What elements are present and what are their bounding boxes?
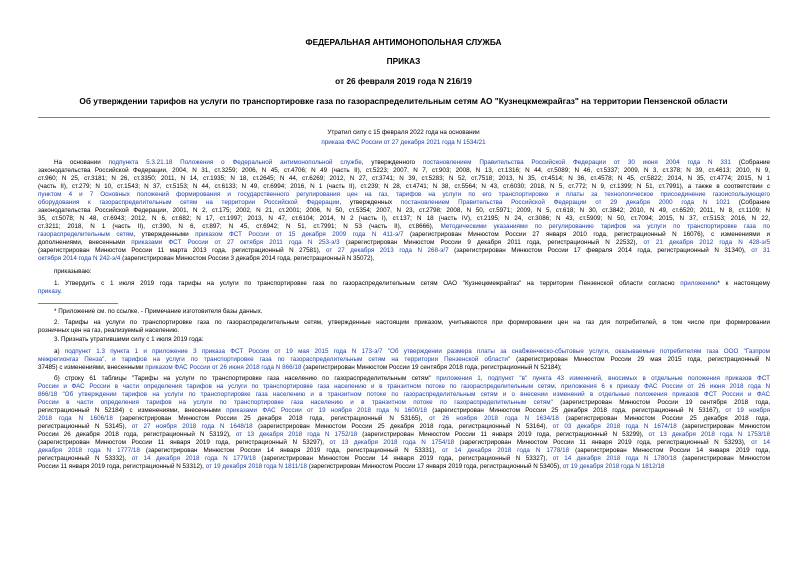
document-link[interactable]: приказом ФСТ России от 15 декабря 2009 года N 411-э/7	[195, 231, 404, 238]
text-line	[38, 199, 770, 207]
text-segment: (зарегистрирован Минюстом России 29 мая 2015 года, регистрационный N	[510, 356, 770, 363]
text-line	[38, 239, 770, 247]
text-segment: (зарегистрирован Минюстом	[676, 455, 770, 462]
document-link[interactable]: оборудования к газораспределительным сетям на территории Российской Федерации	[38, 199, 340, 206]
text-line	[38, 399, 770, 407]
text-segment: (зарегистрирован Минюстом России 14 января 2019 года, регистрационный N 53327),	[255, 455, 553, 462]
document-link[interactable]: от 13 декабря 2018 года N 1752/18	[235, 431, 358, 438]
text-segment: (зарегистрирован Минюстом России 25 декабря 2018 года, регистрационный N 53165),	[112, 415, 430, 422]
text-line	[38, 191, 770, 199]
item-3: 3. Признать утратившими силу с 1 июля 2019 года:	[54, 336, 204, 343]
text-line	[38, 215, 770, 223]
text-line	[38, 255, 770, 263]
text-segment: регистрационный N 53145),	[38, 423, 132, 430]
document-link[interactable]: от 14 декабря 2018 года N 1778/18	[442, 447, 570, 454]
separator-rule	[38, 117, 770, 118]
document-link[interactable]: от 14 декабря 2018 года N 1779/18	[131, 455, 256, 462]
text-line	[38, 431, 770, 439]
text-line	[38, 455, 770, 463]
text-segment: дополнениями, внесенными	[38, 239, 132, 246]
text-segment: (Собрание	[730, 199, 770, 206]
document-link[interactable]: пунктом 4 и 7 Основных положений формирования и государственного регулирования цен на газ, тарифов на услуги по его транспортировке и платы за технологическое присоединение газоиспользующего	[38, 191, 770, 198]
text-segment: (зарегистрирован Минюстом России 25 декабря 2018 года, регистрационный N 53167),	[426, 407, 726, 414]
text-line	[54, 319, 770, 327]
document-link[interactable]: от 13 декабря 2018 года N 1754/18	[329, 439, 455, 446]
text-segment: ст.960; N 25, ст.3181; N 26, ст.3350; 2011, N 14, ст.1935; N 18, ст.2645; N 44, ст.6269; 2012, N 27, ст.3741; N 39, ст.5283; N 52, ст.7518; 2013, N 35, ст.4514; N 36, ст.4578; N 45, ст.5822; 2014, N 35, ст.4774; 2015, N 1	[38, 175, 770, 182]
document-link[interactable]: приказами ФАС России от 19 ноября 2018 года N 1600/18	[226, 407, 427, 414]
text-segment: (зарегистрирован Минюстом России 14 января 2019 года,	[569, 447, 770, 454]
text-line	[38, 175, 770, 183]
text-segment: * к настоящему	[717, 280, 770, 287]
text-line	[38, 439, 770, 447]
text-line	[38, 391, 770, 399]
document-link[interactable]: от 19 декабря 2018 года N 1811/18	[205, 463, 307, 470]
lost-force-note: Утратил силу с 15 февраля 2022 года на основании	[327, 129, 480, 136]
text-line	[38, 407, 770, 415]
text-line	[38, 231, 770, 239]
document-link[interactable]: от 19 ноября	[725, 407, 770, 414]
text-segment: (зарегистрирован Минюстом России 17 февраля 2014 года, регистрационный N 31340),	[448, 247, 752, 254]
document-link[interactable]: газораспределительным сетям	[38, 231, 134, 238]
text-segment: регистрационный N 52184) с изменениями, внесенными	[38, 407, 227, 414]
text-line	[54, 280, 770, 288]
document-link[interactable]: от 31	[751, 247, 770, 254]
text-segment: 37485) с изменениями, внесенными	[38, 364, 146, 371]
text-segment: (зарегистрирован Минюстом России 27 января 2010 года, регистрационный N 16076), с изменениями и	[403, 231, 770, 238]
document-link[interactable]: от 03 декабря 2018 года N 1674/18	[552, 423, 677, 430]
document-link[interactable]: от 14 декабря 2018 года N 1780/18	[552, 455, 677, 462]
text-segment: России 11 января 2019 года, регистрационный N 53312),	[38, 463, 206, 470]
text-segment: б) строку 61 таблицы "Тарифы на услуги по транспортировке газа населению по газораспределительным сетям"	[54, 375, 437, 382]
text-segment: ст.3211; 2018, N 1 (часть II), ст.390, N 6, ст.897; N 45, ст.6942; N 51, ст.7991; N 53 (часть II), ст.8666),	[38, 223, 441, 230]
text-line	[38, 223, 770, 231]
text-line	[38, 207, 770, 215]
text-line	[38, 356, 770, 364]
document-link[interactable]: подпункта 5.3.21.18 Положения о Федеральной антимонопольной службе	[108, 159, 362, 166]
document-link[interactable]: от 27 ноября 2018 года N 1648/18	[131, 423, 253, 430]
text-segment: 2. Тарифы на услуги по транспортировке газа по газораспределительным сетям, утвержденные настоящим приказом, учитываются при формировании цен на газ для потребителей, в том числе при формировании	[54, 319, 770, 326]
text-segment: (часть II), ст.279; N 10, ст.1543; N 37, ст.5153; N 44, ст.6133; N 49, ст.6994; 2016, N 1 (часть II), ст.239; N 28, ст.4741; N 38, ст.5564; N 43, ст.6030; 2018, N 5, ст.772; N 9, ст.1399; N 51, ст.7991), а также в соответствии с	[38, 183, 770, 190]
text-line	[38, 415, 770, 423]
text-segment: .	[60, 288, 62, 295]
document-link[interactable]: 866/18 "Об утверждении тарифов на услуги по транспортировке газа населению и в транзитном потоке по газораспределительным сетям и о внесении изменений в отдельные положения приказов ФСТ России и ФАС	[38, 391, 770, 398]
text-line	[38, 288, 770, 296]
document-link[interactable]: октября 2014 года N 242-э/4	[38, 255, 121, 262]
text-segment: а)	[54, 348, 65, 355]
text-line	[38, 167, 770, 175]
text-segment: 35, ст.5078; N 48, ст.6943; 2012, N 6, ст.682; N 17, ст.1997; 2013, N 47, ст.6104; 2014, N 2 (часть I), ст.137; N 18 (часть IV), ст.2195; N 24, ст.3086; N 43, ст.5909; N 50, ст.7094; 2015, N 37, ст.5153; 2016, N 22,	[38, 215, 770, 222]
text-segment: (зарегистрирован Минюстом России 11 января 2019 года, регистрационный N 53299),	[357, 431, 649, 438]
doc-date-number: от 26 февраля 2019 года N 216/19	[335, 76, 472, 86]
text-segment: регистрационный N 53332),	[38, 455, 132, 462]
document-link[interactable]: приказом ФАС России от 26 июня 2018 года N 866/18	[145, 364, 302, 371]
doc-title: Об утверждении тарифов на услуги по транспортировке газа по газораспределительным сетям АО "Кузнецкмежрайгаз" на территории Пензенской области	[79, 96, 728, 106]
text-line	[38, 327, 770, 335]
document-link[interactable]: декабря 2018 года N 1777/18	[38, 447, 140, 454]
text-segment: (зарегистрирован Минюстом	[676, 423, 770, 430]
document-link[interactable]: приказу	[38, 288, 61, 295]
agency-name: ФЕДЕРАЛЬНАЯ АНТИМОНОПОЛЬНАЯ СЛУЖБА	[305, 37, 502, 47]
footnote: * Приложение см. по ссылке. - Примечание изготовителя базы данных.	[54, 308, 263, 315]
document-link[interactable]: от 27 декабря 2013 года N 268-э/7	[326, 247, 449, 254]
text-segment: розничных цен на газ, реализуемый населению.	[38, 327, 180, 334]
prikazyvayu: приказываю:	[54, 268, 92, 275]
document-link[interactable]: постановлением Правительства Российской Федерации от 30 июня 2004 года N 331	[422, 159, 731, 166]
document-link[interactable]: от 26 ноября 2018 года N 1634/18	[429, 415, 559, 422]
text-line	[38, 423, 770, 431]
text-line	[54, 159, 770, 167]
text-segment: России 26 декабря 2018 года, регистрационный N 53192),	[38, 431, 236, 438]
doc-type: ПРИКАЗ	[386, 56, 421, 66]
text-segment: (зарегистрирован Минюстом России 19 сентября 2018 года, регистрационный N 52184);	[301, 364, 562, 371]
text-line	[38, 463, 770, 471]
text-line	[54, 375, 770, 383]
text-segment: (зарегистрирован Минюстом России 11 марта 2013 года, регистрационный N 27581),	[38, 247, 327, 254]
text-line	[38, 364, 770, 372]
text-segment: (зарегистрирован Минюстом России 11 января 2019 года, регистрационный N 53297),	[38, 439, 330, 446]
document-link[interactable]: подпункт 1.3 пункта 1 и приложение 3 приказа ФСТ России от 19 мая 2015 года N 173-э/7 "Об утверждении размера платы за снабженческо-сбытовые услуги, оказываемые потребителям газа ООО "Газпром	[64, 348, 770, 355]
text-line	[54, 348, 770, 356]
text-segment: (зарегистрирован Минюстом России 9 декабря 2011 года, регистрационный N 22532),	[339, 239, 644, 246]
document-link[interactable]: России в части определения тарифов на услуги по транспортировке газа населению и в транзитном потоке по газораспределительным сетям"	[38, 399, 553, 406]
document-link[interactable]: от 13 декабря 2018 года N 1753/18	[648, 431, 770, 438]
document-link[interactable]: приказами ФСТ России от 27 октября 2011 года N 253-э/3	[131, 239, 340, 246]
text-line	[38, 447, 770, 455]
text-segment: (зарегистрирован Минюстом России 17 января 2019 года, регистрационный N 53405),	[306, 463, 563, 470]
text-segment: , утвержденными	[133, 231, 196, 238]
text-segment: (зарегистрирован Минюстом России 25 декабря 2018 года,	[558, 415, 770, 422]
text-segment: 1. Утвердить с 1 июля 2019 года тарифы на услуги по транспортировке газа по газораспределительным сетям ОАО "Кузнецкмежрайгаз" на территории Пензенской области согласно	[54, 280, 681, 287]
text-line	[38, 183, 770, 191]
footnote-rule	[38, 303, 118, 304]
text-segment: (Собрание	[730, 159, 770, 166]
document-link[interactable]: от 14	[751, 439, 770, 446]
text-segment: , утвержденных	[339, 199, 401, 206]
text-segment: На основании	[54, 159, 109, 166]
document-link[interactable]: межрегионгаз Пенза", и тарифов на услуги по транспортировке газа по газораспределительным сетям на территории Пензенской области"	[38, 356, 511, 363]
text-segment: (зарегистрирован Минюстом России 3 декабря 2014 года, регистрационный N 35072),	[120, 255, 375, 262]
text-segment: законодательства Российской Федерации, 2004, N 31, ст.3259; 2006, N 45, ст.4706; N 49 (часть II), ст.5223; 2007, N 7, ст.903; 2008, N 13, ст.1316; N 44, ст.5089; N 46, ст.5337; 2009, N 3, ст.378; N 39, ст.4613; 2010, N 9,	[38, 167, 770, 174]
document-link[interactable]: от 19 декабря 2018 года N 1812/18	[562, 463, 665, 470]
document-link[interactable]: приложения 1, подпункт "в" пункта 43 изменений, вносимых в отдельные положения приказов ФСТ	[436, 375, 770, 382]
text-segment: (зарегистрирован Минюстом России 14 января 2019 года, регистрационный N 53331),	[139, 447, 443, 454]
text-segment: (зарегистрирован Минюстом России 25 декабря 2018 года, регистрационный N 53164),	[252, 423, 553, 430]
text-segment: законодательства Российской Федерации, 2001, N 2, ст.175; 2002, N 21, ст.2001; 2006, N 50, ст.5354; 2007, N 23, ст.2798; 2008, N 50, ст.5971; 2009, N 5, ст.618; N 30, ст.3842; 2010, N 49, ст.6520; 2011, N 8, ст.1109; N	[38, 207, 770, 214]
document-link[interactable]: от 21 декабря 2012 года N 428-э/5	[643, 239, 770, 246]
document-link[interactable]: 2018 года N 1606/18	[38, 415, 113, 422]
text-line	[38, 247, 770, 255]
text-segment: (зарегистрирован Минюстом России 19 сентября 2018 года,	[552, 399, 770, 406]
document-link[interactable]: приложению	[680, 280, 718, 287]
text-segment: , утвержденного	[361, 159, 423, 166]
lost-force-link[interactable]: приказа ФАС России от 27 декабря 2021 года N 1534/21	[321, 139, 486, 146]
text-segment: (зарегистрирован Минюстом России 11 января 2019 года, регистрационный N 53293),	[454, 439, 752, 446]
document-link[interactable]: постановлением Правительства Российской Федерации от 29 декабря 2000 года N 1021	[400, 199, 731, 206]
document-link[interactable]: России и ФАС России в части определения тарифов на услуги по транспортировке газа населению и в транзитном потоке по газораспределительным сетям, приложения 6 к приказу ФАС России от 26 июня 2018 года N	[38, 383, 770, 390]
document-link[interactable]: Методическими указаниями по регулированию тарифов на услуги по транспортировке газа по	[440, 223, 770, 230]
text-line	[38, 383, 770, 391]
